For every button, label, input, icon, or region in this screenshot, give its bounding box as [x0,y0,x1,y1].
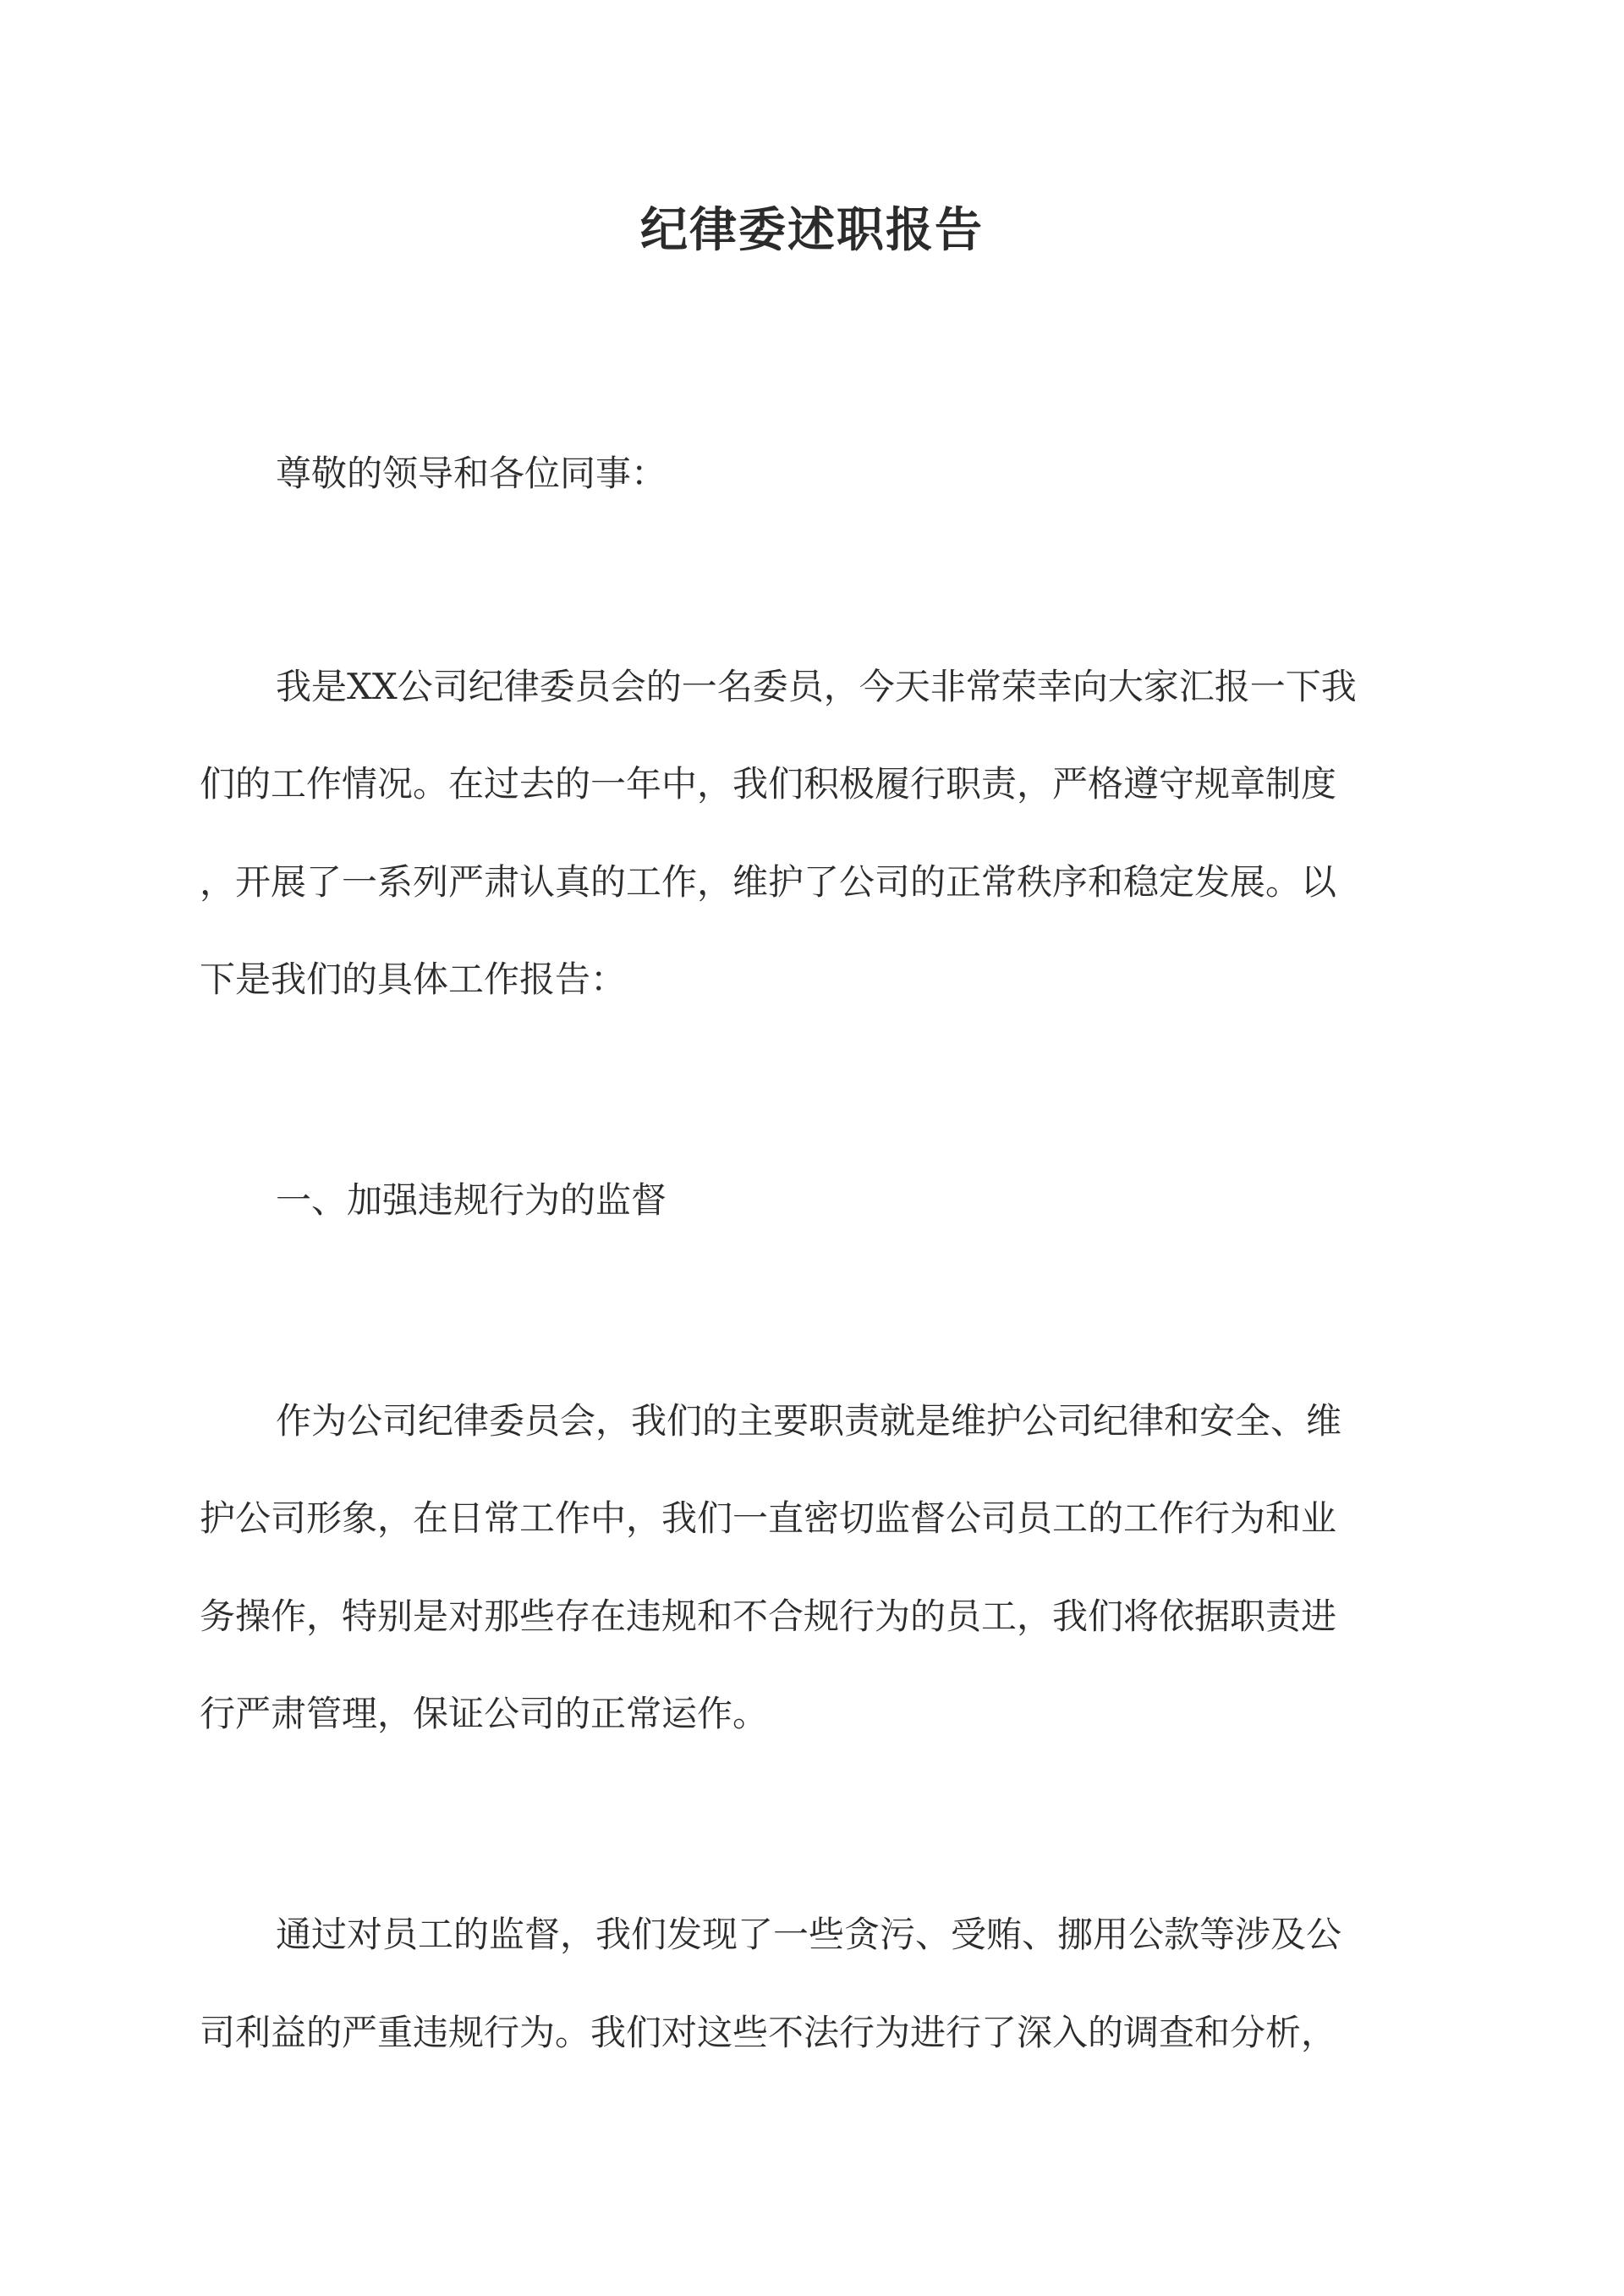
section-heading-1: 一、加强违规行为的监督 [276,1179,667,1221]
para1-line-4: 下是我们的具体工作报告： [200,958,627,1000]
para1-line-3: ，开展了一系列严肃认真的工作，维护了公司的正常秩序和稳定发展。以 [200,861,1337,903]
document-title: 纪律委述职报告 [640,202,984,258]
para1-line-1: 我是XX公司纪律委员会的一名委员，今天非常荣幸向大家汇报一下我 [276,666,1357,707]
para2-line-2: 护公司形象，在日常工作中，我们一直密切监督公司员工的工作行为和业 [200,1497,1337,1539]
para2-line-1: 作为公司纪律委员会，我们的主要职责就是维护公司纪律和安全、维 [276,1400,1342,1442]
para2-line-4: 行严肃管理，保证公司的正常运作。 [200,1693,769,1734]
salutation: 尊敬的领导和各位同事： [276,453,667,494]
para3-line-1: 通过对员工的监督，我们发现了一些贪污、受贿、挪用公款等涉及公 [276,1914,1342,1955]
para1-line-2: 们的工作情况。在过去的一年中，我们积极履行职责，严格遵守规章制度 [200,763,1337,805]
para2-line-3: 务操作，特别是对那些存在违规和不合规行为的员工，我们将依据职责进 [200,1596,1337,1637]
para3-line-2: 司利益的严重违规行为。我们对这些不法行为进行了深入的调查和分析， [200,2012,1337,2053]
